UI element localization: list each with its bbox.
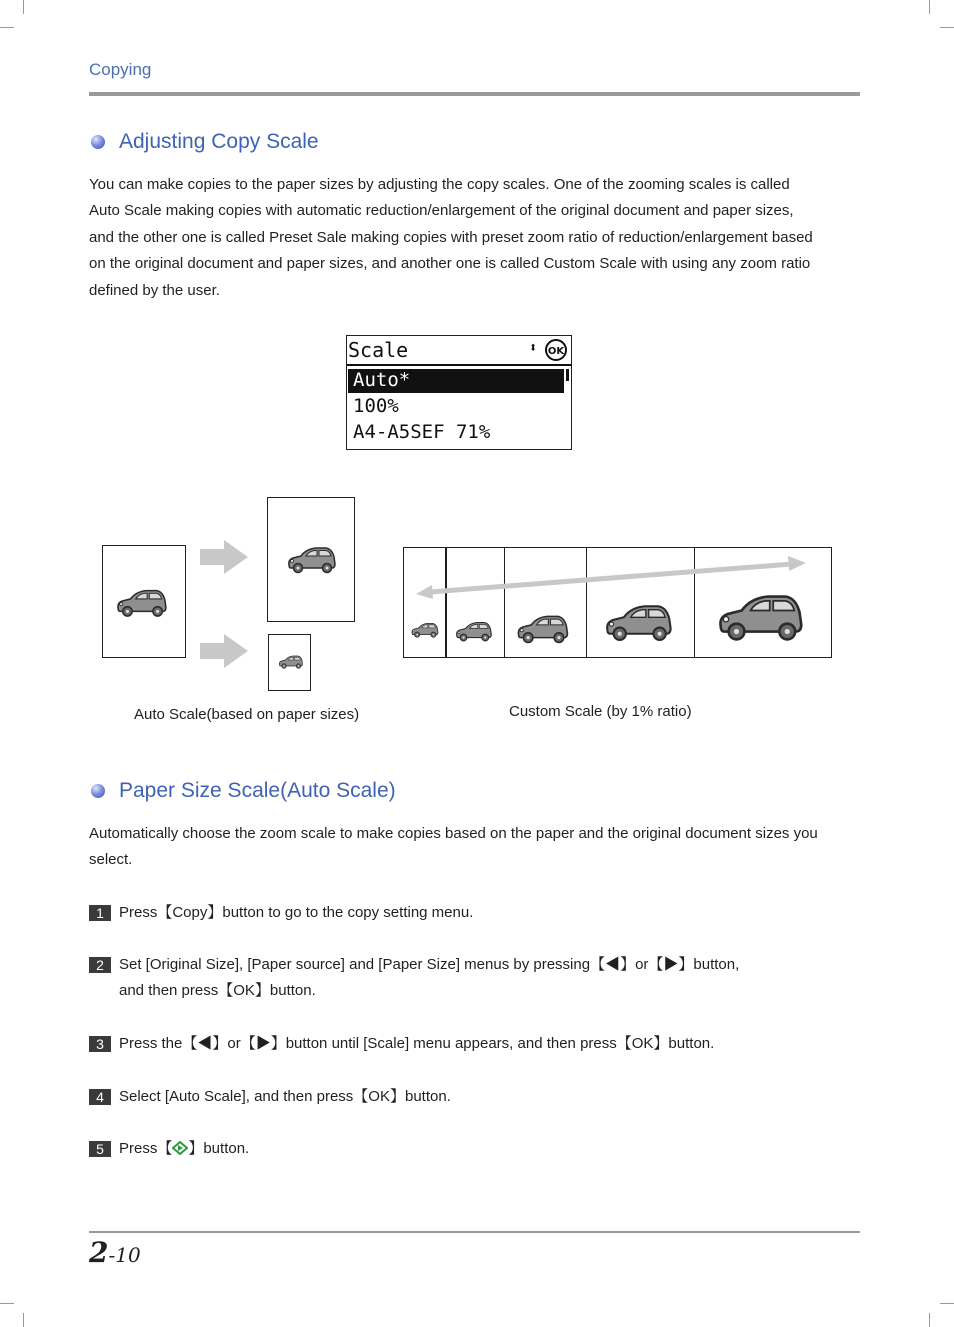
page-suffix: -10 — [108, 1243, 141, 1267]
chapter-number: 2 — [89, 1236, 109, 1269]
reduced-copy — [268, 634, 311, 691]
lcd-title: Scale — [348, 338, 409, 362]
lcd-scroll-indicator — [566, 369, 569, 381]
paragraph-line: on the original document and paper sizes, and another one is called Custom Scale with using any zoom ratio — [89, 255, 811, 273]
step-text — [119, 1136, 249, 1162]
paragraph-line: defined by the user. — [89, 281, 220, 299]
car-image — [115, 584, 169, 618]
step-text-part: 】button. — [188, 1140, 250, 1157]
step-text: and then press【OK】button. — [119, 982, 316, 999]
running-header: Copying — [89, 60, 152, 79]
crop-mark — [23, 0, 24, 14]
lcd-screen — [346, 335, 572, 450]
header-rule — [89, 92, 860, 96]
lcd-option: 100% — [353, 395, 399, 417]
car-image — [286, 542, 338, 574]
up-down-arrows-icon: ⬍ — [529, 340, 538, 356]
crop-mark — [0, 27, 14, 28]
arrow-right-icon — [200, 634, 248, 668]
auto-scale-caption: Auto Scale(based on paper sizes) — [134, 706, 360, 723]
crop-mark — [940, 1303, 954, 1304]
crop-mark — [0, 1303, 14, 1304]
step-number: 3 — [89, 1036, 111, 1052]
paragraph-line: Automatically choose the zoom scale to make copies based on the paper and the original document sizes you — [89, 825, 818, 842]
intro-paragraph — [89, 172, 864, 304]
car-image — [278, 653, 304, 669]
step-number: 1 — [89, 905, 111, 921]
lcd-divider — [347, 364, 571, 366]
paragraph-line: You can make copies to the paper sizes by adjusting the copy scales. One of the zooming scales is called — [89, 176, 790, 193]
step-text: Press【Copy】button to go to the copy setting menu. — [119, 904, 474, 921]
car-image — [598, 598, 680, 642]
step-text: Select [Auto Scale], and then press【OK】button. — [119, 1088, 451, 1105]
paragraph-line: Auto Scale making copies with automatic reduction/enlargement of the original document and paper sizes, — [89, 202, 794, 220]
page-number — [89, 1236, 141, 1269]
paragraph-line: select. — [89, 851, 133, 869]
section-heading — [91, 779, 396, 803]
section-heading — [91, 130, 319, 154]
crop-mark — [929, 1313, 930, 1327]
step-number: 4 — [89, 1089, 111, 1105]
arrow-right-icon — [200, 540, 248, 574]
bullet-icon — [91, 784, 105, 798]
step-number: 2 — [89, 957, 111, 973]
section-title: Paper Size Scale(Auto Scale) — [119, 779, 396, 802]
crop-mark — [929, 0, 930, 14]
crop-mark — [940, 27, 954, 28]
lcd-option: A4-A5SEF 71% — [353, 421, 491, 443]
custom-scale-caption: Custom Scale (by 1% ratio) — [509, 703, 692, 720]
car-image — [515, 610, 571, 644]
scale-range-arrow — [416, 555, 808, 601]
original-document — [102, 545, 186, 658]
section-paragraph — [89, 821, 864, 874]
step-text: Press the【◀】or【▶】button until [Scale] menu appears, and then press【OK】button. — [119, 1035, 715, 1052]
bullet-icon — [91, 135, 105, 149]
start-icon — [172, 1141, 188, 1155]
crop-mark — [23, 1313, 24, 1327]
lcd-option: Auto* — [353, 369, 411, 391]
enlarged-copy — [267, 497, 355, 622]
ok-icon: OK — [545, 339, 567, 361]
step-text-part: Press【 — [119, 1140, 173, 1157]
section-title: Adjusting Copy Scale — [119, 130, 319, 153]
car-image — [453, 618, 495, 642]
step-number: 5 — [89, 1141, 111, 1157]
footer-rule — [89, 1231, 860, 1233]
car-image — [410, 620, 440, 638]
step-text: Set [Original Size], [Paper source] and [Paper Size] menus by pressing【◀】or【▶】button, — [119, 956, 740, 973]
paragraph-line: and the other one is called Preset Sale making copies with preset zoom ratio of reduction/enlargement based — [89, 228, 813, 246]
